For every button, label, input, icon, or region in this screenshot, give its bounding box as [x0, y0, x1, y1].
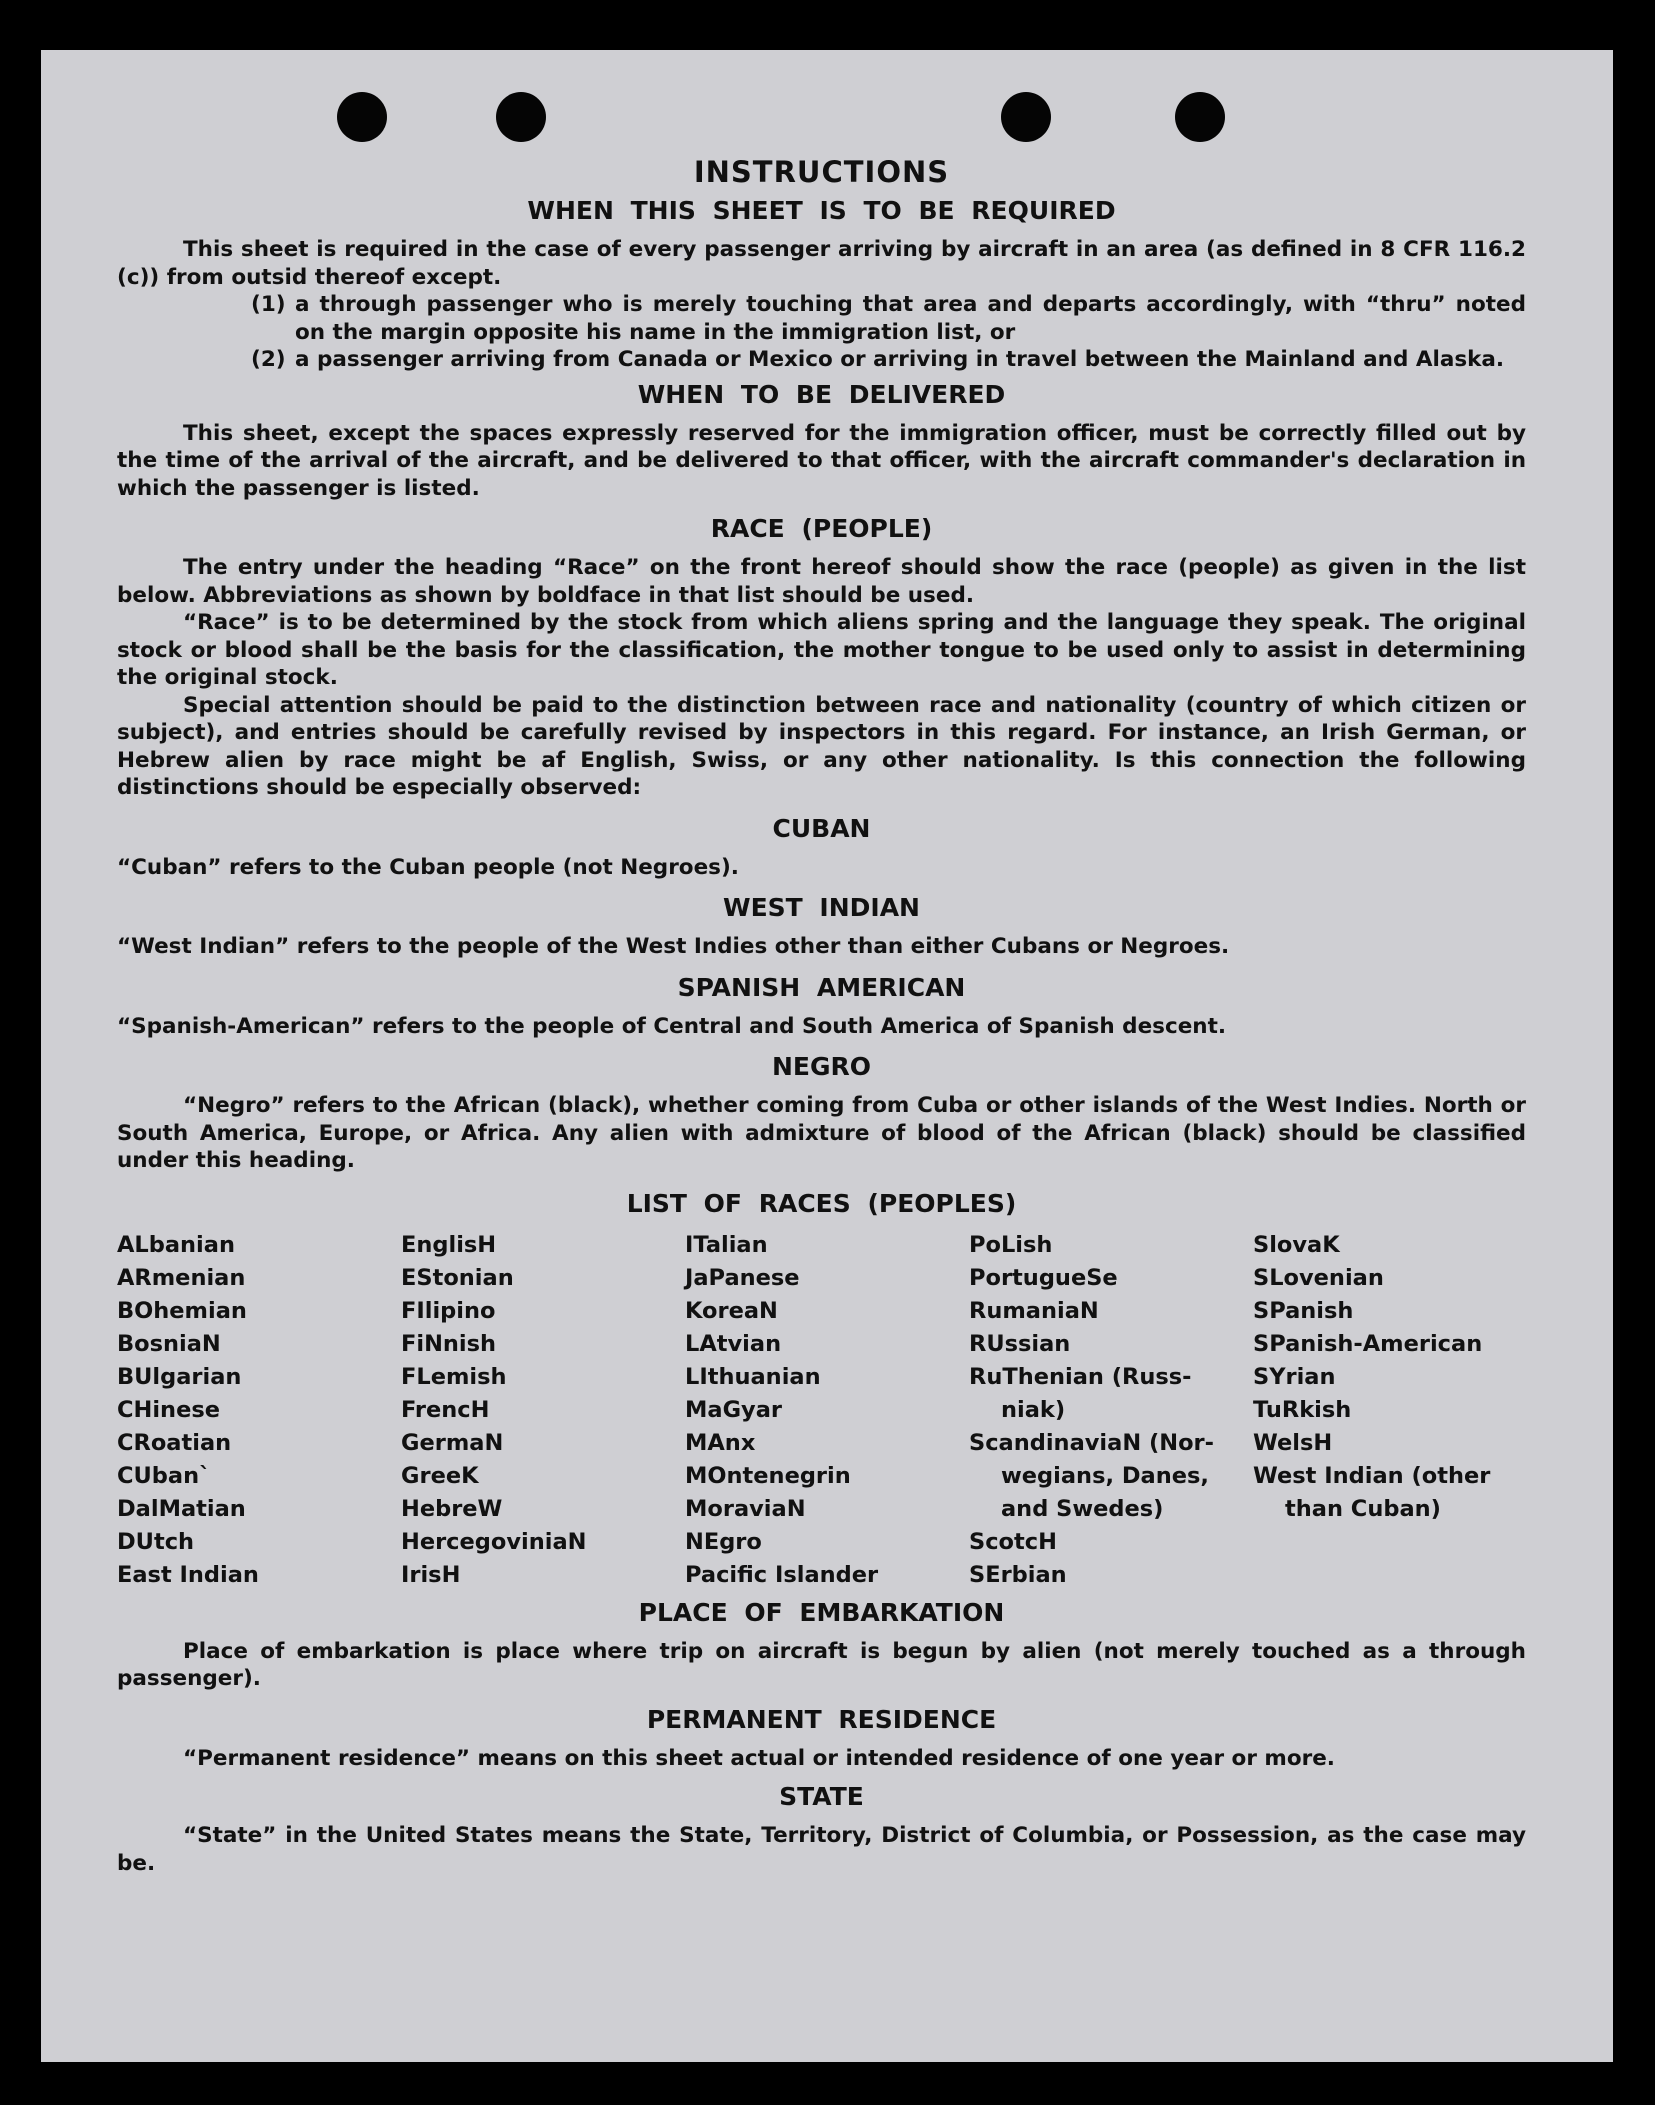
para-state: “State” in the United States means the State, Territory, District of Columbia, or Possession, as the case may be. [117, 1823, 1526, 1876]
list-item-number: (2) [251, 347, 286, 372]
race-item: ARmenian [117, 1264, 246, 1291]
race-item: NEgro [685, 1528, 762, 1555]
race-item: FiNnish [401, 1330, 497, 1357]
heading-embarkation: PLACE OF EMBARKATION [638, 1597, 1005, 1627]
race-item: MAnx [685, 1429, 756, 1456]
race-item: EStonian [401, 1264, 514, 1291]
heading-spanish-american: SPANISH AMERICAN [677, 972, 966, 1002]
heading-delivered: WHEN TO BE DELIVERED [637, 379, 1006, 409]
race-list [117, 1229, 1526, 1592]
list-item-text: a through passenger who is merely touching that area and departs accordingly, with “thru” noted on the margin opposite his name in the immigration list, or [295, 292, 1526, 345]
race-item: SPanish [1253, 1297, 1354, 1324]
race-item: JaPanese [685, 1264, 800, 1291]
race-item: LAtvian [685, 1330, 782, 1357]
race-item-continued: and Swedes) [1001, 1495, 1164, 1522]
page-title: INSTRUCTIONS [693, 155, 950, 189]
para-race: Special attention should be paid to the distinction between race and nationality (country of which citizen or subject), and entries should be carefully revised by inspectors in this regard. For instance, an Irish German, or Hebrew alien by race might be af English, Swiss, or any other nationality. Is this connection the following distinctions should be especially observed: [117, 692, 1526, 800]
heading-race: RACE (PEOPLE) [710, 514, 933, 543]
heading-cuban: CUBAN [772, 813, 871, 843]
para-spanish-american: “Spanish-American” refers to the people of Central and South America of Spanish descent. [117, 1013, 1227, 1039]
race-item: BosniaN [117, 1330, 221, 1357]
race-item: West Indian (other [1253, 1462, 1491, 1489]
heading-required: WHEN THIS SHEET IS TO BE REQUIRED [527, 196, 1116, 225]
punch-hole [496, 92, 546, 142]
race-item: PortugueSe [969, 1264, 1118, 1291]
race-item: CHinese [117, 1396, 220, 1423]
heading-state: STATE [779, 1782, 864, 1811]
race-list-column [117, 1229, 401, 1592]
race-item: PoLish [969, 1231, 1053, 1258]
heading-west-indian: WEST INDIAN [723, 893, 920, 922]
race-item: TuRkish [1253, 1396, 1352, 1423]
punch-hole [1175, 92, 1225, 142]
race-item: WelsH [1253, 1429, 1333, 1456]
race-item-continued: wegians, Danes, [1001, 1462, 1209, 1489]
list-item-number: (1) [251, 292, 286, 317]
para-cuban: “Cuban” refers to the Cuban people (not Negroes). [117, 854, 739, 880]
para-race: The entry under the heading “Race” on the front hereof should show the race (people) as given in the list below. Abbreviations as shown by boldface in that list should be used. [117, 555, 1526, 608]
race-item: HebreW [401, 1495, 503, 1522]
race-item: BOhemian [117, 1297, 247, 1324]
race-item: MaGyar [685, 1396, 782, 1423]
heading-residence: PERMANENT RESIDENCE [646, 1704, 997, 1734]
heading-list-of-races: LIST OF RACES (PEOPLES) [626, 1188, 1017, 1218]
race-item: GreeK [401, 1462, 479, 1489]
race-item: EnglisH [401, 1231, 497, 1258]
list-item-text: a passenger arriving from Canada or Mexico or arriving in travel between the Mainland and Alaska. [295, 347, 1505, 372]
race-item: Pacific Islander [685, 1561, 879, 1588]
list-item [117, 346, 1526, 374]
race-item: ALbanian [117, 1231, 235, 1258]
para-race: “Race” is to be determined by the stock from which aliens spring and the language they speak. The original stock or blood shall be the basis for the classification, the mother tongue to be used only to assist in determining the original stock. [117, 610, 1526, 690]
para-embarkation: Place of embarkation is place where trip on aircraft is begun by alien (not merely touched as a through passenger). [117, 1638, 1526, 1691]
race-item: East Indian [117, 1561, 259, 1588]
race-item-continued: than Cuban) [1285, 1495, 1441, 1522]
race-item: SLovenian [1253, 1264, 1384, 1291]
race-item: SYrian [1253, 1363, 1336, 1390]
race-item: CRoatian [117, 1429, 232, 1456]
para-residence: “Permanent residence” means on this sheet actual or intended residence of one year or more. [183, 1745, 1335, 1771]
para-west-indian: “West Indian” refers to the people of the West Indies other than either Cubans or Negroes. [117, 934, 1230, 959]
heading-negro: NEGRO [771, 1052, 872, 1081]
race-item: DalMatian [117, 1495, 246, 1522]
race-item: ITalian [685, 1231, 768, 1258]
race-item: RuThenian (Russ- [969, 1363, 1192, 1390]
para-required: This sheet is required in the case of every passenger arriving by aircraft in an area (as defined in 8 CFR 116.2 (c)) from outsid thereof except. [117, 237, 1526, 290]
race-item: CUban` [117, 1462, 211, 1489]
race-item: SPanish-American [1253, 1330, 1483, 1357]
race-item: SlovaK [1253, 1231, 1340, 1258]
race-list-column [969, 1229, 1253, 1592]
race-item: BUlgarian [117, 1363, 242, 1390]
race-item: FrencH [401, 1396, 490, 1423]
race-item: FLemish [401, 1363, 507, 1390]
para-delivered: This sheet, except the spaces expressly reserved for the immigration officer, must be correctly filled out by the time of the arrival of the aircraft, and be delivered to that officer, with the aircraft commander's declaration in which the passenger is listed. [117, 420, 1526, 501]
race-item: ScandinaviaN (Nor- [969, 1429, 1214, 1456]
race-item: FIlipino [401, 1297, 496, 1324]
punch-hole [337, 92, 387, 142]
instructions-body [117, 154, 1526, 1877]
race-item: GermaN [401, 1429, 504, 1456]
race-item: MOntenegrin [685, 1462, 851, 1489]
punch-hole [1001, 92, 1051, 142]
race-item: RumaniaN [969, 1297, 1099, 1324]
race-item: ScotcH [969, 1528, 1057, 1555]
race-item: IrisH [401, 1561, 461, 1588]
race-item: LIthuanian [685, 1363, 821, 1390]
race-item: HercegoviniaN [401, 1528, 587, 1555]
race-item: SErbian [969, 1561, 1067, 1588]
race-item-continued: niak) [1001, 1396, 1066, 1423]
document-page [41, 50, 1613, 2062]
para-negro: “Negro” refers to the African (black), whether coming from Cuba or other islands of the West Indies. North or South America, Europe, or Africa. Any alien with admixture of blood of the African (black) should be classified under this heading. [117, 1093, 1526, 1173]
race-list-column [401, 1229, 685, 1592]
race-item: MoraviaN [685, 1495, 806, 1522]
race-item: RUssian [969, 1330, 1071, 1357]
race-item: DUtch [117, 1528, 195, 1555]
race-list-column [1253, 1229, 1537, 1592]
race-list-column [685, 1229, 969, 1592]
list-item [117, 291, 1526, 346]
race-item: KoreaN [685, 1297, 778, 1324]
